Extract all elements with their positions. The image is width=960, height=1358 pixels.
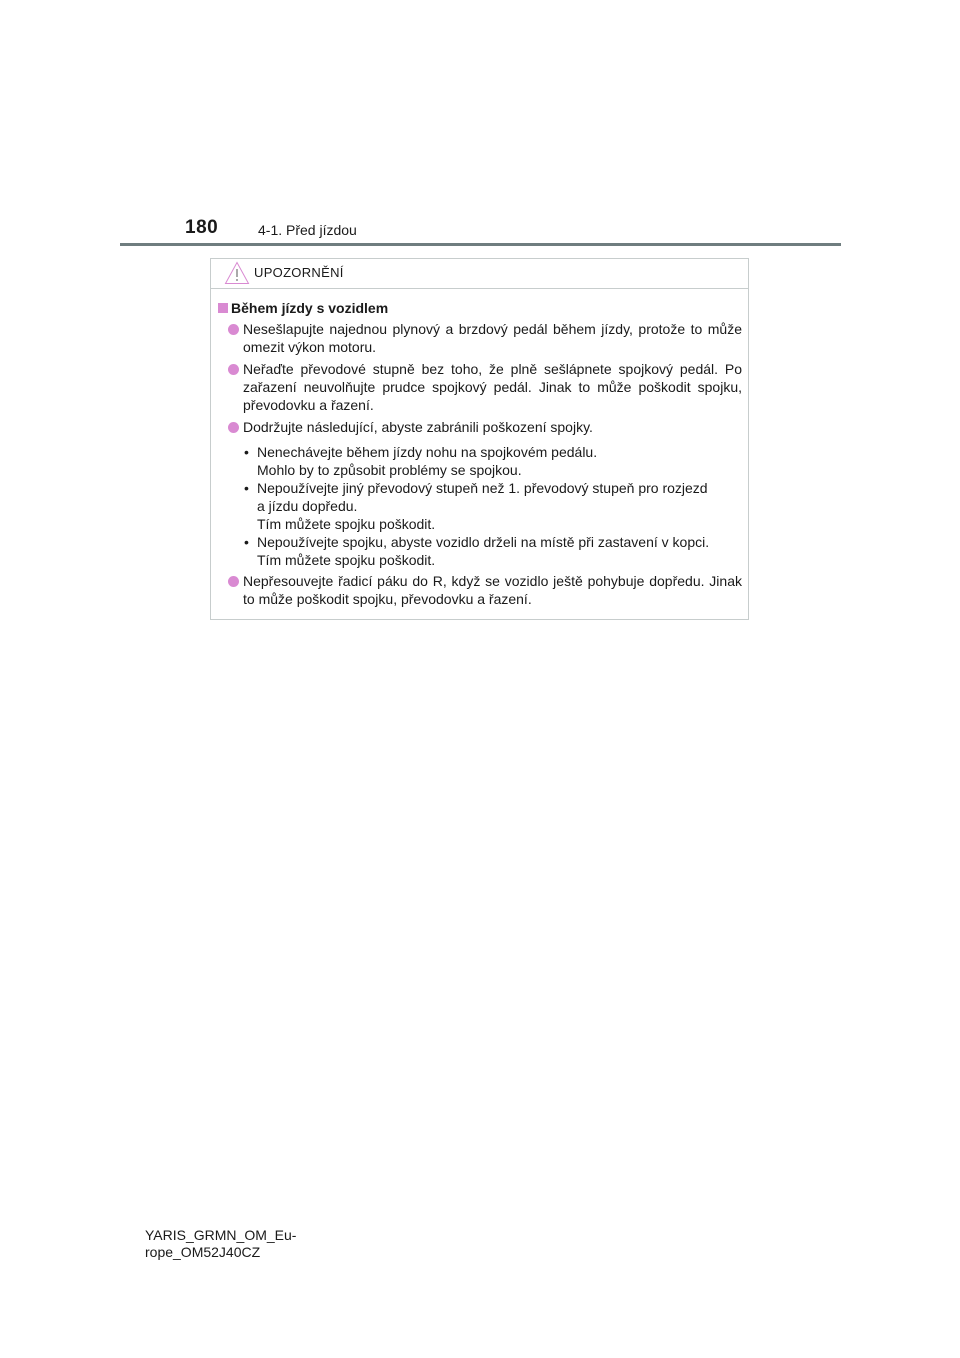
warning-triangle-icon — [224, 261, 250, 285]
circle-bullet-icon — [228, 576, 239, 587]
sub-list-item-line: Tím můžete spojku poškodit. — [257, 552, 436, 568]
section-title: 4-1. Před jízdou — [258, 222, 357, 238]
list-item-text: Neřaďte převodové stupně bez toho, že plně sešlápnete spojkový pedál. Po zařazení neuvolňujte prudce spojkový pedál. Jinak to může poškodit spojku, převodovku a řazení. — [243, 361, 742, 413]
footer-document-code — [145, 1227, 296, 1261]
sub-list-item-line: Nepoužívejte jiný převodový stupeň než 1. převodový stupeň pro rozjezd — [257, 480, 708, 496]
sub-list-item — [211, 479, 748, 533]
circle-bullet-icon — [228, 364, 239, 375]
warning-content — [211, 299, 748, 612]
sub-list-item-line: Mohlo by to způsobit problémy se spojkou. — [257, 462, 522, 478]
sub-list — [211, 443, 748, 569]
dot-bullet-icon: • — [244, 534, 249, 550]
list-item-text: Nesešlapujte najednou plynový a brzdový pedál během jízdy, protože to může omezit výkon motoru. — [243, 321, 742, 355]
warning-box — [210, 258, 749, 620]
circle-bullet-icon — [228, 324, 239, 335]
list-item — [211, 320, 748, 356]
list-item-text: Nepřesouvejte řadicí páku do R, když se vozidlo ještě pohybuje dopředu. Jinak to může poškodit spojku, převodovku a řazení. — [243, 573, 742, 607]
list-item — [211, 418, 748, 436]
warning-header — [211, 259, 748, 289]
sub-list-item-line: Nenechávejte během jízdy nohu na spojkovém pedálu. — [257, 444, 598, 460]
list-item — [211, 572, 748, 608]
dot-bullet-icon: • — [244, 444, 249, 460]
sub-list-item-line: a jízdu dopředu. — [257, 498, 358, 514]
sub-list-item — [211, 533, 748, 569]
square-bullet-icon — [218, 303, 228, 313]
subheading-text: Během jízdy s vozidlem — [231, 300, 389, 316]
list-item — [211, 360, 748, 414]
dot-bullet-icon: • — [244, 480, 249, 496]
page-number: 180 — [185, 217, 219, 238]
footer-code-line: YARIS_GRMN_OM_Eu- — [145, 1227, 297, 1243]
warning-label: UPOZORNĚNÍ — [254, 265, 344, 280]
header-rule — [120, 243, 841, 246]
list-item-text: Dodržujte následující, abyste zabránili poškození spojky. — [243, 419, 593, 435]
footer-code-line: rope_OM52J40CZ — [145, 1244, 261, 1260]
warning-subheading — [211, 299, 748, 317]
sub-list-item — [211, 443, 748, 479]
sub-list-item-line: Nepoužívejte spojku, abyste vozidlo drželi na místě při zastavení v kopci. — [257, 534, 710, 550]
circle-bullet-icon — [228, 422, 239, 433]
sub-list-item-line: Tím můžete spojku poškodit. — [257, 516, 436, 532]
